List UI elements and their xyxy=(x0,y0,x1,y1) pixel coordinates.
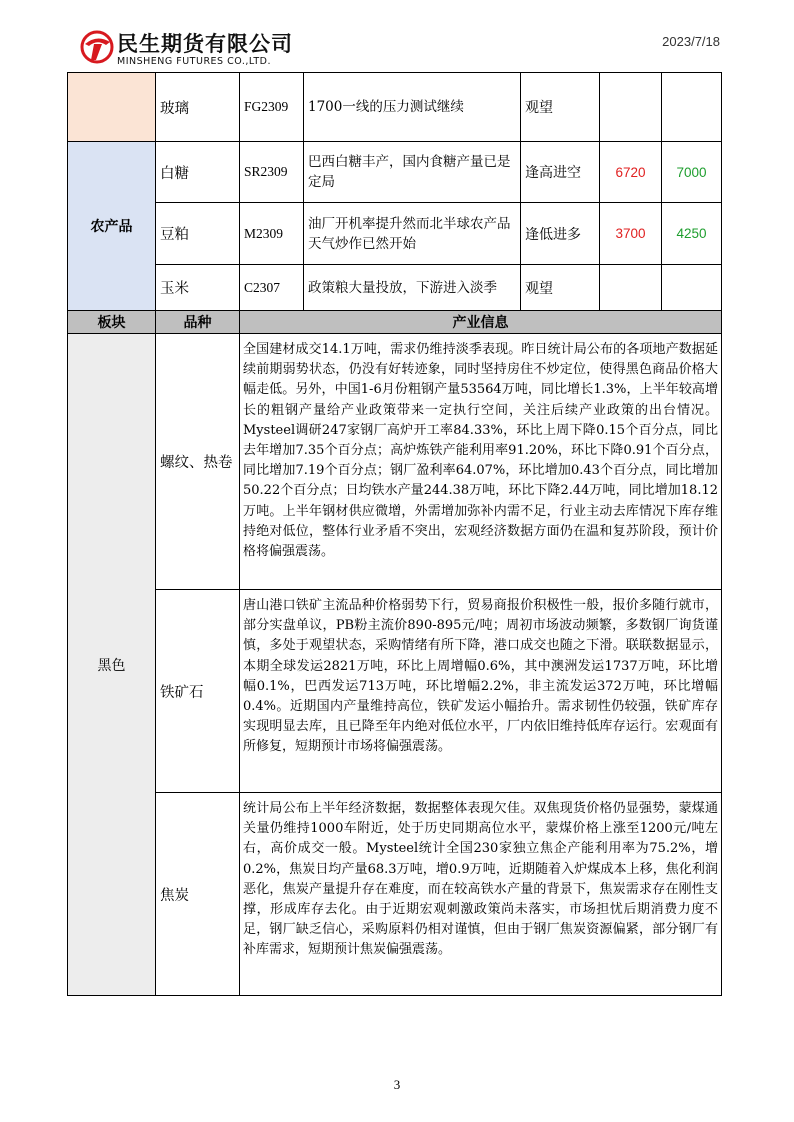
variety-name: 豆粕 xyxy=(156,203,240,265)
table-row xyxy=(68,590,722,793)
variety-name: 玻璃 xyxy=(156,73,240,142)
table-row xyxy=(68,265,722,311)
table-row xyxy=(68,142,722,203)
core-logic: 巴西白糖丰产，国内食糖产量已是定局 xyxy=(304,142,521,203)
price-high xyxy=(662,265,722,311)
price-low xyxy=(600,73,662,142)
variety-name: 铁矿石 xyxy=(156,590,240,793)
price-low xyxy=(600,265,662,311)
company-logo xyxy=(80,28,320,72)
variety-name: 螺纹、热卷 xyxy=(156,334,240,590)
page-header xyxy=(80,22,720,72)
company-name-cn: 民生期货有限公司 xyxy=(117,32,293,56)
table-row xyxy=(68,334,722,590)
variety-name: 焦炭 xyxy=(156,793,240,996)
section-header-row xyxy=(68,311,722,334)
industry-info: 唐山港口铁矿主流品种价格弱势下行，贸易商报价积极性一般，报价多随行就市，部分实盘单议，PB粉主流价890-895元/吨；周初市场波动频繁，多数钢厂询货谨慎，多处于观望状态，采购情绪有所下降，港口成交也随之下滑。联联数据显示，本期全球发运2821万吨，环比上周增幅0.6%，其中澳洲发运1737万吨，环比增幅0.1%，巴西发运713万吨，环比增幅2.2%，非主流发运372万吨，环比增幅0.4%。近期国内产量维持高位，铁矿发运小幅抬升。需求韧性仍较强，铁矿库存实现明显去库，且已降至年内绝对低位水平，厂内依旧维持低库存运行。宏观面有所修复，短期预计市场将偏强震荡。 xyxy=(240,590,722,793)
price-high: 7000 xyxy=(662,142,722,203)
table-row xyxy=(68,203,722,265)
page-number: 3 xyxy=(393,1077,401,1092)
header-industry-info: 产业信息 xyxy=(240,311,722,334)
table-row xyxy=(68,73,722,142)
price-low: 3700 xyxy=(600,203,662,265)
core-logic: 油厂开机率提升然而北半球农产品天气炒作已然开始 xyxy=(304,203,521,265)
price-high: 4250 xyxy=(662,203,722,265)
trade-view: 逢高进空 xyxy=(521,142,600,203)
contract-code: SR2309 xyxy=(240,142,304,203)
table-row xyxy=(68,793,722,996)
core-logic: 政策粮大量投放，下游进入淡季 xyxy=(304,265,521,311)
contract-code: M2309 xyxy=(240,203,304,265)
contract-code: C2307 xyxy=(240,265,304,311)
price-low: 6720 xyxy=(600,142,662,203)
trade-view: 观望 xyxy=(521,265,600,311)
sector-black: 黑色 xyxy=(68,334,156,996)
commodity-table xyxy=(67,72,722,996)
trade-view: 逢低进多 xyxy=(521,203,600,265)
price-high xyxy=(662,73,722,142)
header-sector: 板块 xyxy=(68,311,156,334)
trade-view: 观望 xyxy=(521,73,600,142)
minsheng-logo-icon xyxy=(80,30,114,64)
industry-info: 统计局公布上半年经济数据，数据整体表现欠佳。双焦现货价格仍显强势，蒙煤通关量仍维持1000车附近，处于历史同期高位水平，蒙煤价格上涨至1200元/吨左右，高价成交一般。Mysteel统计全国230家独立焦企产能利用率为75.2%，增0.2%，焦炭日均产量68.3万吨，增0.9万吨，近期随着入炉煤成本上移，焦化利润恶化，焦炭产量提升存在难度，而在较高铁水产量的背景下，焦炭需求存在刚性支撑，形成库存去化。由于近期宏观刺激政策尚未落实，市场担忧后期消费力度不足，钢厂缺乏信心，采购原料仍相对谨慎，但由于钢厂焦炭资源偏紧，部分钢厂有补库需求，短期预计焦炭偏强震荡。 xyxy=(240,793,722,996)
header-variety: 品种 xyxy=(156,311,240,334)
industry-info: 全国建材成交14.1万吨，需求仍维持淡季表现。昨日统计局公布的各项地产数据延续前期弱势状态，仍没有好转迹象，同时坚持房住不炒定位，使得黑色商品价格大幅走低。另外，中国1-6月份粗钢产量53564万吨，同比增长1.3%，上半年较高增长的粗钢产量给产业政策带来一定执行空间，关注后续产业政策的出台情况。Mysteel调研247家钢厂高炉开工率84.33%，环比上周下降0.15个百分点，同比去年增加7.35个百分点；高炉炼铁产能利用率91.20%，环比下降0.91个百分点，同比增加7.19个百分点；钢厂盈利率64.07%，环比增加0.43个百分点，同比增加50.22个百分点；日均铁水产量244.38万吨，环比下降2.44万吨，同比增加18.12万吨。上半年钢材供应微增，外需增加弥补内需不足，行业主动去库情况下库存维持绝对低位，整体行业矛盾不突出，宏观经济数据方面仍在温和复苏阶段，预计价格将偏强震荡。 xyxy=(240,334,722,590)
sector-agri: 农产品 xyxy=(68,142,156,311)
company-name-en: MINSHENG FUTURES CO.,LTD. xyxy=(117,56,271,67)
sector-cell-building xyxy=(68,73,156,142)
variety-name: 白糖 xyxy=(156,142,240,203)
variety-name: 玉米 xyxy=(156,265,240,311)
report-date: 2023/7/18 xyxy=(662,34,720,49)
contract-code: FG2309 xyxy=(240,73,304,142)
core-logic: 1700一线的压力测试继续 xyxy=(304,73,521,142)
